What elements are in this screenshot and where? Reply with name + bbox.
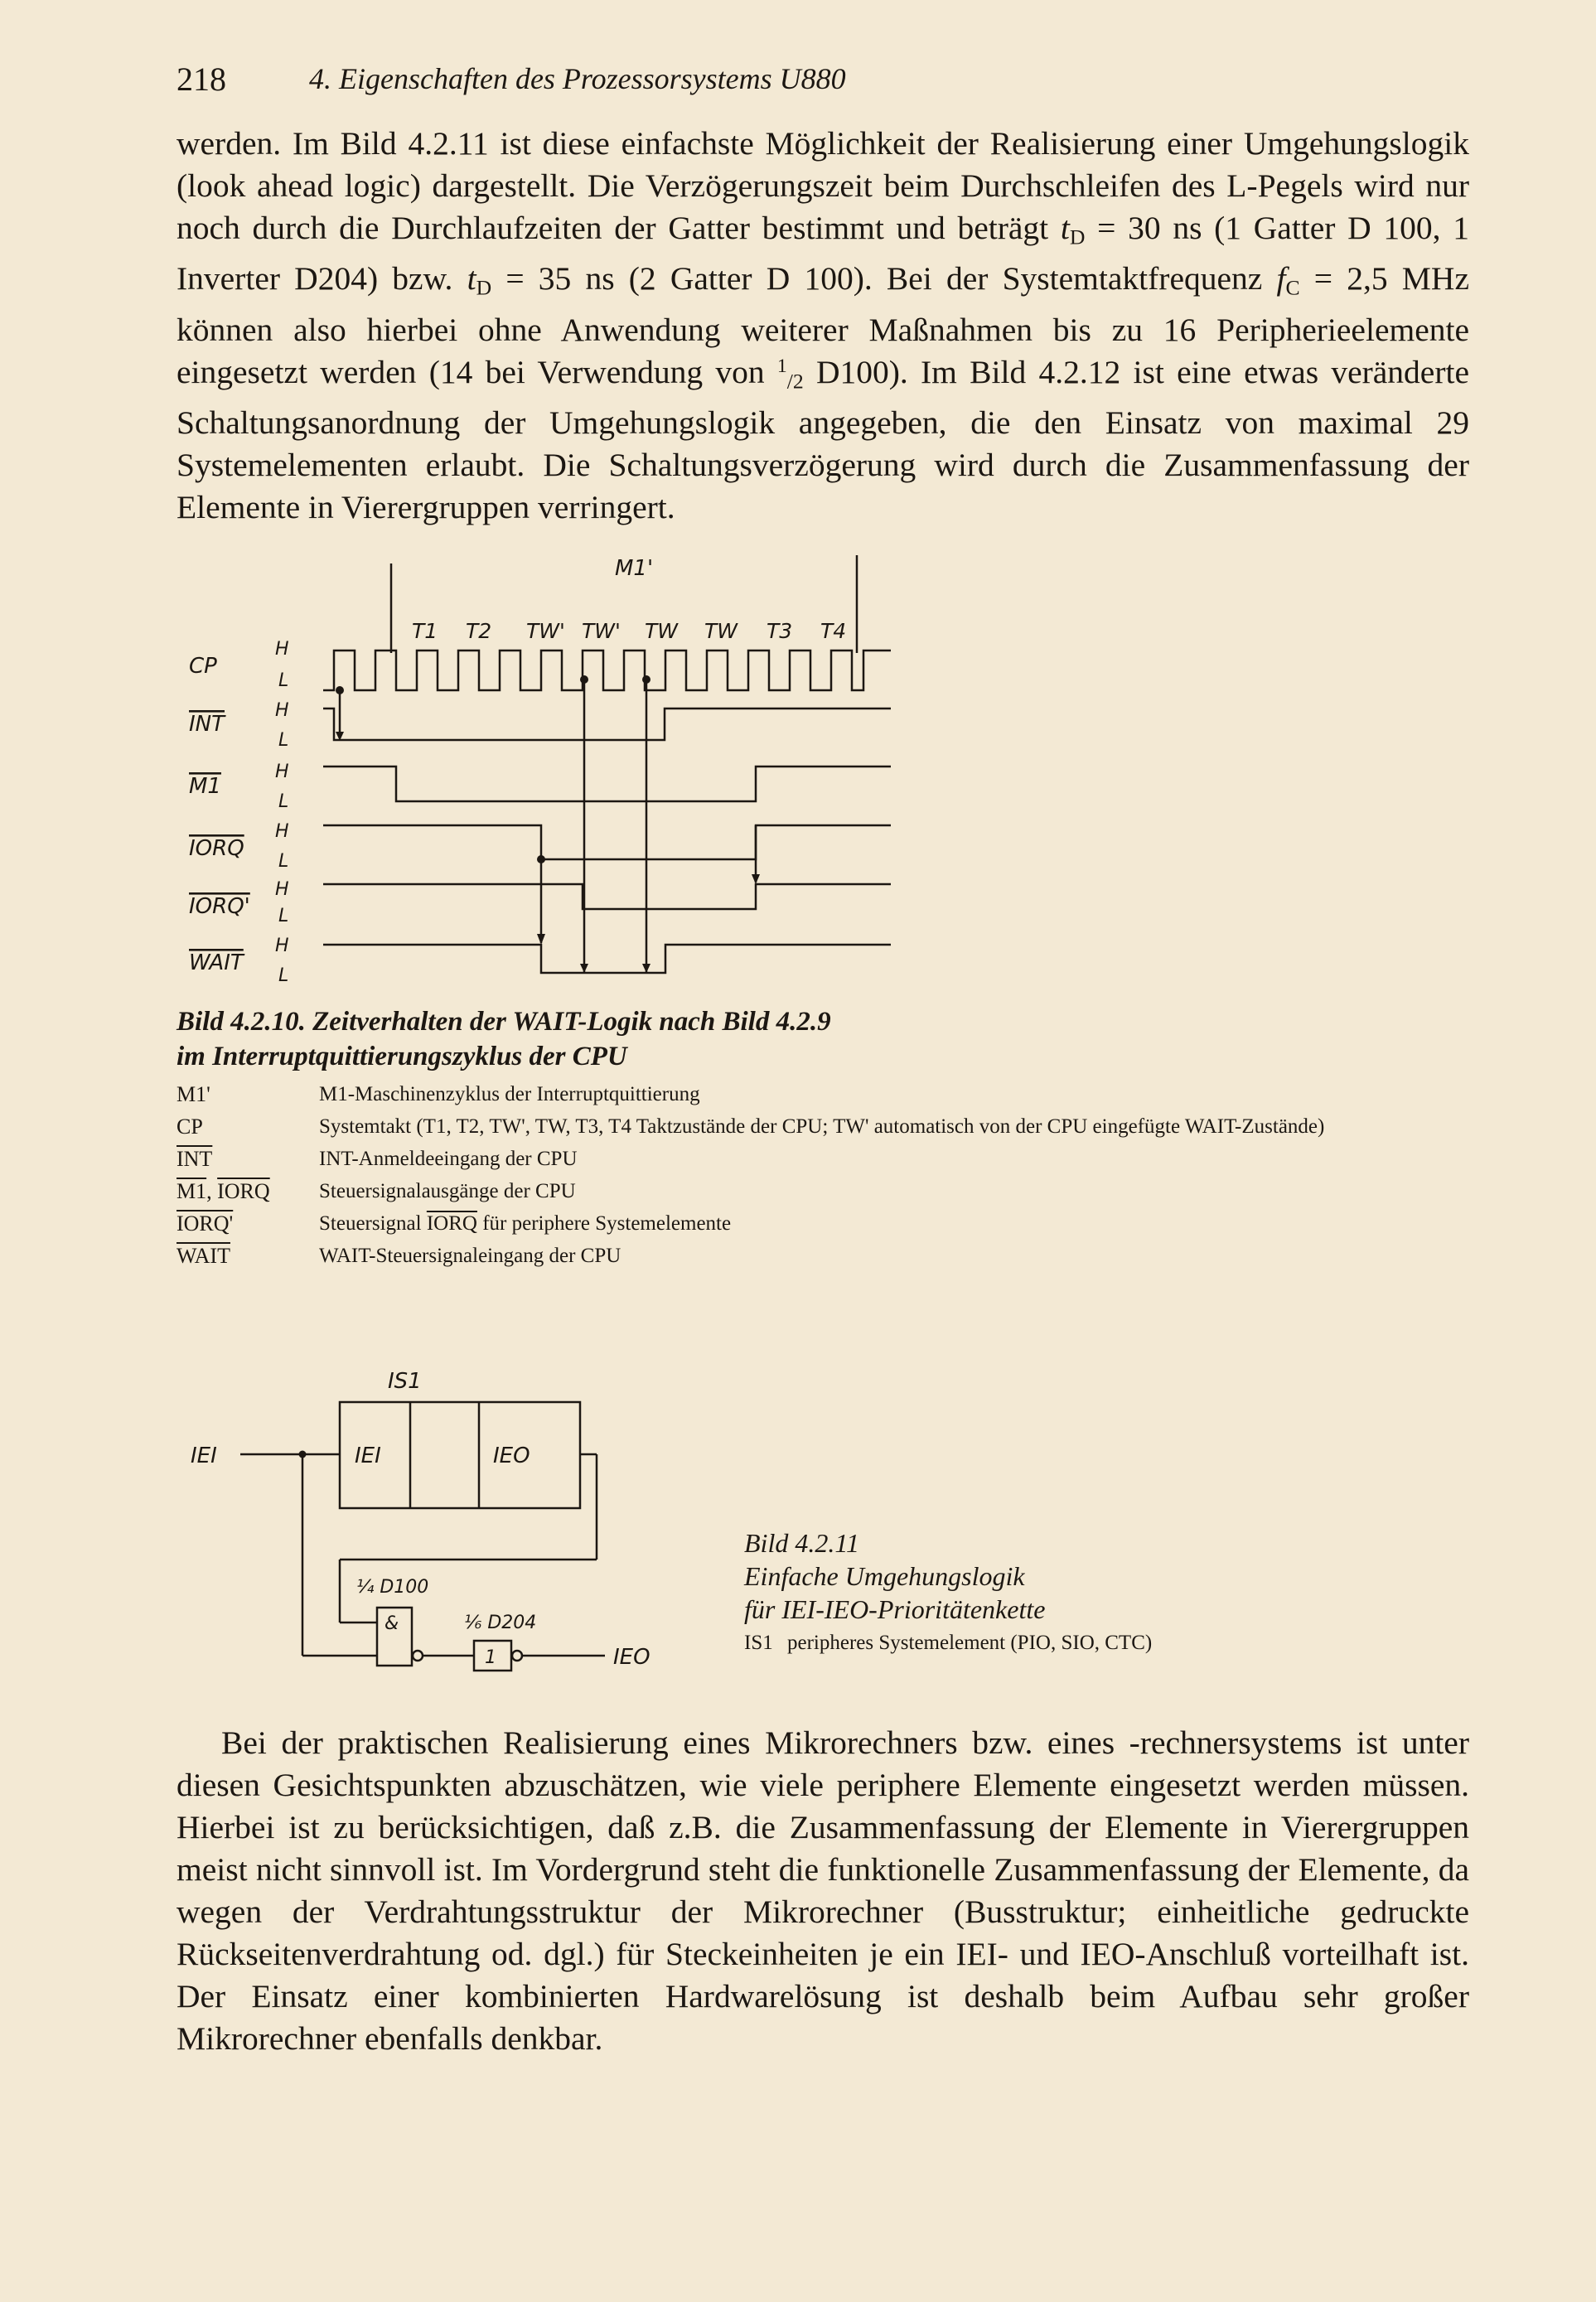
legend-description [319, 1211, 1478, 1236]
symbol-iorq: IORQ [217, 1179, 270, 1203]
symbol-td: t [1060, 210, 1070, 246]
signal-label-cp: CP [189, 654, 217, 679]
junction-dot [580, 675, 588, 684]
symbol-fc-sub: C [1285, 275, 1300, 300]
level-high: H [275, 821, 289, 842]
signal-label-wait: WAIT [189, 950, 244, 975]
paragraph-text: Bei der praktischen Realisierung eines Mikrorechners bzw. eines -rechnersystems ist unter diesen Gesichtspunkten abzuschätzen, wie viele periphere Elemente eingesetzt werden müssen. Hierbei ist zu berücksichtigen, daß z.B. die Zusammenfassung der Elemente in Vierergruppen meist nicht sinnvoll ist. Im Vordergrund steht die funktionelle Zusammenfassung der Elemente, da wegen der Verdrahtungsstruktur der Mikrorechner (Busstruktur; einheitliche gedruckte Rückseitenverdrahtung od. dgl.) für Steckeinheiten je ein IEI- und IEO-Anschluß vorteilhaft ist. Der Einsatz einer kombinierten Hardwarelösung ist deshalb beim Aufbau sehr großer Mikrorechner ebenfalls denkbar. [177, 1724, 1469, 2057]
legend-row [177, 1211, 1478, 1236]
paragraph-conclusion [177, 1722, 1469, 2060]
m1-waveform [323, 767, 891, 801]
state-label: TW' [526, 619, 565, 643]
state-label: T2 [466, 619, 492, 643]
junction-dot [299, 1451, 307, 1458]
signal-label-int: INT [189, 712, 225, 737]
arrowhead [752, 874, 760, 884]
running-title: 4. Eigenschaften des Prozessorsystems U880 [309, 62, 846, 95]
iei-box-label: IEI [355, 1444, 381, 1468]
level-high: H [275, 879, 289, 900]
iei-input-label: IEI [191, 1444, 217, 1468]
wait-waveform [323, 945, 891, 973]
legend-description: M1-Maschinenzyklus der Interruptquittierung [319, 1083, 700, 1105]
page-number: 218 [177, 60, 226, 98]
iorq-waveform [323, 825, 891, 859]
figure-caption-4-2-10 [177, 1004, 1005, 1074]
legend-description: peripheres Systemelement (PIO, SIO, CTC) [787, 1632, 1153, 1654]
legend-symbol: CP [177, 1115, 203, 1139]
legend-row [177, 1179, 1478, 1204]
paragraph-intro [177, 123, 1469, 529]
level-low: L [278, 670, 289, 691]
symbol-td: t [467, 260, 476, 297]
bypass-logic-diagram [174, 1359, 754, 1674]
legend-symbol: IS1 [744, 1632, 773, 1654]
legend-text: IORQ [426, 1212, 477, 1235]
legend-symbol: IORQ' [177, 1211, 234, 1236]
level-low: L [278, 730, 289, 751]
legend-description: INT-Anmeldeeingang der CPU [319, 1148, 578, 1170]
level-high: H [275, 936, 289, 956]
fraction-denominator: /2 [786, 369, 804, 394]
ieo-output-label: IEO [613, 1645, 650, 1670]
legend-row [177, 1082, 1478, 1107]
caption-line: Bild 4.2.10. Zeitverhalten der WAIT-Logik nach Bild 4.2.9 [177, 1007, 831, 1037]
iorq-prime-waveform [323, 884, 891, 909]
legend-description: Systemtakt (T1, T2, TW', TW, T3, T4 Taktzustände der CPU; TW' automatisch von der CPU eingefügte WAIT-Zustände) [319, 1115, 1325, 1138]
state-label: TW' [582, 619, 621, 643]
paragraph-text: = 2,5 MHz können also hierbei ohne Anwendung weiterer Maßnahmen bis zu 16 Peripherieelemente eingesetzt werden (14 bei Verwendung von [177, 260, 1469, 390]
level-low: L [278, 906, 289, 926]
state-label: TW [704, 619, 738, 643]
page-header [177, 60, 1469, 106]
signal-label-iorq: IORQ [189, 836, 244, 861]
symbol-td-sub: D [1069, 225, 1086, 249]
and-gate-bubble [413, 1651, 423, 1661]
legend-row [177, 1147, 1478, 1172]
level-low: L [278, 965, 289, 986]
arrowhead [580, 964, 588, 973]
cycle-label: M1' [615, 556, 654, 581]
arrowhead [642, 964, 650, 973]
level-high: H [275, 762, 289, 782]
caption-line: für IEI-IEO-Prioritätenkette [744, 1594, 1046, 1624]
arrowhead [537, 934, 545, 945]
state-label: TW [645, 619, 678, 643]
signal-label-iorq-prime: IORQ' [189, 894, 250, 919]
state-label: T3 [767, 619, 793, 643]
int-waveform [323, 708, 891, 740]
junction-dot [336, 686, 344, 694]
state-label: T1 [412, 619, 438, 643]
inverter-label: ⅙ D204 [464, 1613, 537, 1633]
legend-symbol: WAIT [177, 1244, 230, 1268]
legend-symbol [177, 1179, 319, 1204]
legend-4-2-10 [177, 1082, 1478, 1276]
symbol-fc: f [1276, 260, 1286, 297]
inverter-symbol: 1 [485, 1647, 496, 1668]
junction-dot [642, 675, 650, 684]
legend-row [177, 1115, 1478, 1139]
ieo-box-label: IEO [493, 1444, 530, 1468]
level-low: L [278, 851, 289, 872]
is1-label: IS1 [388, 1369, 422, 1394]
level-low: L [278, 791, 289, 812]
level-high: H [275, 700, 289, 721]
level-high: H [275, 639, 289, 660]
legend-text: für periphere Systemelemente [476, 1212, 732, 1235]
legend-row [177, 1244, 1478, 1269]
paragraph-text: werden. Im Bild 4.2.11 ist diese einfachste Möglichkeit der Realisierung einer Umgehungslogik (look ahead logic) dargestellt. Die Verzögerungszeit beim Durchschleifen des L-Pegels wird nur noch durch die Durchlaufzeiten der Gatter bestimmt und beträgt [177, 125, 1469, 246]
symbol-m1: M1 [177, 1179, 207, 1203]
and-gate-label: ¼ D100 [356, 1577, 429, 1598]
legend-description: WAIT-Steuersignaleingang der CPU [319, 1245, 621, 1267]
figure-caption-4-2-11 [744, 1526, 1324, 1657]
legend-text: Steuersignal [319, 1212, 427, 1235]
legend-4-2-11 [744, 1629, 1324, 1657]
symbol-td-sub: D [476, 275, 492, 300]
state-label: T4 [820, 619, 847, 643]
and-symbol: & [384, 1613, 399, 1634]
caption-line: Einfache Umgehungslogik [744, 1561, 1025, 1591]
caption-line: im Interruptquittierungszyklus der CPU [177, 1042, 627, 1071]
cp-waveform [323, 650, 891, 690]
caption-line: Bild 4.2.11 [744, 1528, 859, 1558]
junction-dot [537, 855, 545, 863]
symbol-separator: , [206, 1179, 218, 1203]
signal-label-m1: M1 [189, 774, 221, 799]
fraction-numerator: 1 [776, 355, 787, 377]
legend-symbol: $\overline{INT}$ [177, 1147, 213, 1171]
inverter-bubble [512, 1651, 522, 1661]
legend-symbol: M1' [177, 1082, 210, 1106]
paragraph-text: = 35 ns (2 Gatter D 100). Bei der Systemtaktfrequenz [491, 260, 1277, 297]
timing-diagram [174, 547, 920, 994]
paragraph-text: D100). Im Bild 4.2.12 ist eine etwas veränderte Schaltungsanordnung der Umgehungslogik angegeben, die den Einsatz von maximal 29 Systemelementen erlaubt. Die Schaltungsverzögerung wird durch die Zusammenfassung der Elemente in Vierergruppen verringert. [177, 353, 1469, 526]
legend-description: Steuersignalausgänge der CPU [319, 1180, 576, 1202]
paragraph-text: = 30 ns (1 Gatter D 100, 1 Inverter D204) bzw. [177, 210, 1469, 297]
